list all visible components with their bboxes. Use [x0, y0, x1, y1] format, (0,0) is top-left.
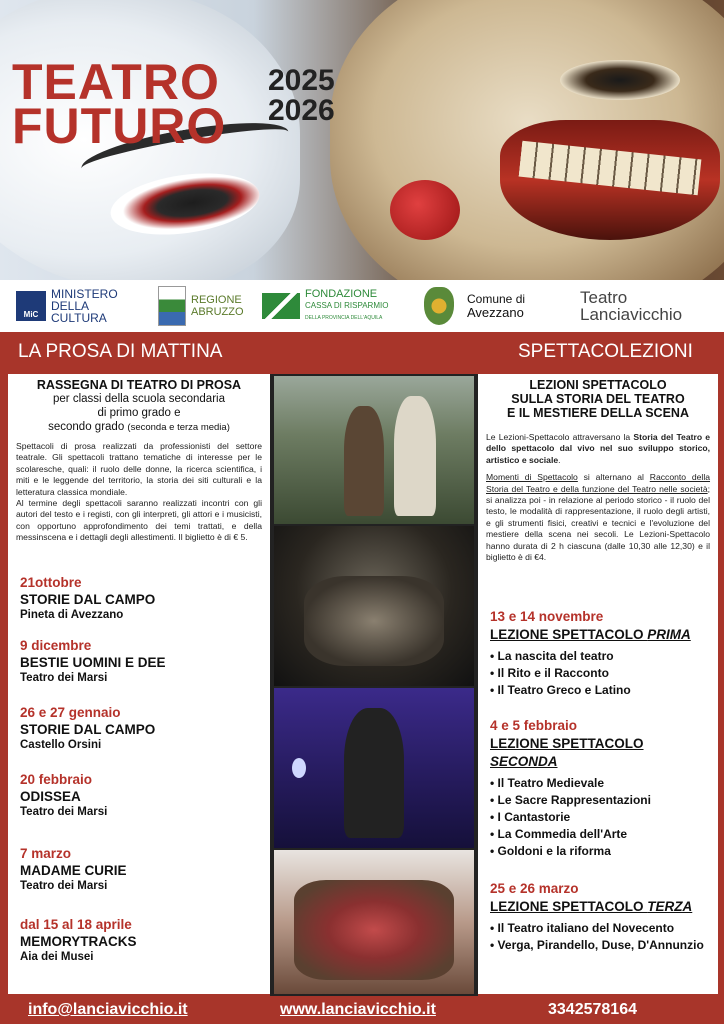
lezione-topic: • Verga, Pirandello, Duse, D'Annunzio [490, 937, 704, 954]
event-item [20, 771, 107, 820]
title-ordinal: TERZA [647, 899, 693, 914]
lezione-date: 13 e 14 novembre [490, 609, 604, 624]
logo-text: Teatro [580, 288, 628, 307]
text-underline: Momenti di Spettacolo [486, 472, 578, 483]
lezione-title: LEZIONE SPETTACOLO [490, 736, 644, 751]
lezione-topic: • Il Teatro Medievale [490, 775, 651, 792]
mic-icon [16, 291, 46, 321]
text-span: ; si analizza poi - in relazione al periodo storico - il ruolo del testo, le modalità di rappresentazione, il ruolo degli artisti, e gli strumenti fisici, creativi e tecnici e l'evoluzione del mestiere della scena nei secoli. Le Lezioni-Spettacolo hanno durata di 2 h ciascuna (dalle 10,30 alle 12,30) e il biglietto è di €4. [486, 483, 710, 563]
lezioni-description [478, 432, 718, 466]
event-title: BESTIE UOMINI E DEE [20, 655, 166, 670]
event-title: STORIE DAL CAMPO [20, 722, 156, 737]
subtitle-text: secondo grado [48, 421, 125, 433]
logo-teatro-lanciavicchio [580, 286, 682, 326]
lezione-title [490, 626, 691, 644]
title-line-2: FUTURO [12, 98, 227, 154]
event-item [20, 916, 137, 965]
footer-email[interactable] [28, 996, 188, 1024]
prosa-panel [8, 374, 270, 994]
logo-text: CULTURA [51, 311, 107, 325]
logo-comune-avezzano [424, 286, 525, 326]
event-item [20, 704, 155, 753]
poster-title [12, 54, 227, 154]
lezione-topic: • La nascita del teatro [490, 648, 691, 665]
mask-nose [390, 180, 460, 240]
lezioni-heading: LEZIONI SPETTACOLO [529, 378, 667, 392]
lezione-title [490, 898, 704, 916]
title-line-1: TEATRO [12, 54, 220, 110]
logo-text: MINISTERO [51, 287, 118, 301]
photo-group-scene [274, 526, 474, 686]
footer-website[interactable] [280, 996, 436, 1024]
event-place: Aia dei Musei [20, 951, 94, 963]
event-place: Teatro dei Marsi [20, 672, 108, 684]
event-place: Castello Orsini [20, 739, 102, 751]
logo-text: DELLA PROVINCIA DELL'AQUILA [305, 315, 383, 321]
title-text: LEZIONE SPETTACOLO [490, 899, 648, 914]
lezioni-heading: E IL MESTIERE DELLA SCENA [507, 406, 689, 420]
event-place: Teatro dei Marsi [20, 880, 108, 892]
event-date: 9 dicembre [20, 638, 92, 653]
prosa-description-2: Al termine degli spettacoli saranno realizzati incontri con gli autori del testo e i registi, con gli interpreti, gli attori e i musicisti, con opportuno approfondimento dei temi trattati, e della messinscena e i dettagli degli allestimenti. Il biglietto è di € 5. [16, 498, 262, 543]
text-span: Le Lezioni-Spettacolo attraversano la [486, 432, 634, 442]
event-date: dal 15 al 18 aprile [20, 917, 132, 932]
text-span: si alternano al [577, 472, 650, 483]
lezione-date: 4 e 5 febbraio [490, 718, 578, 733]
year-end: 2026 [268, 94, 335, 127]
photo-scientist-scene [274, 688, 474, 848]
title-ordinal: PRIMA [647, 627, 691, 642]
actors-group [294, 880, 454, 980]
footer-phone[interactable]: 3342578164 [548, 1001, 637, 1018]
prosa-subtitle: per classi della scuola secondaria [53, 393, 225, 405]
website-link[interactable]: www.lanciavicchio.it [280, 1001, 436, 1018]
title-ordinal: SECONDA [490, 754, 558, 769]
lezione-date: 25 e 26 marzo [490, 881, 579, 896]
lezione-block [490, 608, 691, 699]
lezione-block [490, 717, 651, 860]
lezione-topic: • Il Rito e il Racconto [490, 665, 691, 682]
regione-shield-icon [158, 286, 186, 326]
lezione-topic: • Le Sacre Rappresentazioni [490, 792, 651, 809]
lezione-topic: • Goldoni e la riforma [490, 843, 651, 860]
actor-figure [344, 708, 404, 838]
event-title: MADAME CURIE [20, 863, 127, 878]
event-item [20, 637, 166, 686]
lezioni-heading: SULLA STORIA DEL TEATRO [511, 392, 685, 406]
event-item [20, 574, 155, 623]
photo-carnival-scene [274, 850, 474, 994]
logo-text: FONDAZIONE [305, 288, 378, 300]
logo-text: ABRUZZO [191, 306, 244, 318]
logo-ministero-cultura [16, 286, 118, 326]
subtitle-note: (seconda e terza media) [127, 422, 230, 433]
fondazione-icon [262, 293, 300, 319]
event-title: ODISSEA [20, 789, 81, 804]
text-underline: Racconto della Storia del Teatro e della funzione del Teatro nelle società [486, 472, 711, 494]
event-item [20, 845, 127, 894]
sponsor-logos [0, 280, 724, 332]
spettacolezioni-panel [478, 374, 718, 994]
event-date: 26 e 27 gennaio [20, 705, 121, 720]
logo-fondazione [262, 286, 388, 326]
left-section-title: LA PROSA DI MATTINA [18, 341, 223, 362]
mic-mark: MiC [23, 310, 39, 319]
lezione-title-ordinal [490, 753, 651, 771]
year-start: 2025 [268, 64, 335, 97]
lezione-topic: • Il Teatro Greco e Latino [490, 682, 691, 699]
text-bold: Storia del Teatro e dello spettacolo dal vivo nel suo sviluppo storico, artistico e sociale [486, 432, 711, 465]
event-place: Teatro dei Marsi [20, 806, 108, 818]
event-date: 7 marzo [20, 846, 72, 861]
performance-photos [270, 374, 478, 996]
logo-text: DELLA [51, 299, 90, 313]
actors-group [304, 576, 444, 666]
event-title: MEMORYTRACKS [20, 934, 137, 949]
actor-figure [344, 406, 384, 516]
prosa-heading: RASSEGNA DI TEATRO DI PROSA [36, 378, 242, 392]
prosa-description: Spettacoli di prosa realizzati da professionisti del settore teatrale. Gli spettacoli trattano tematiche di interesse per le scolaresche, quali: il ruolo delle donne, la ricerca scientifica, i miti e le leggende del territorio, la storia dei siti culturali e la letteratura classica mondiale. [16, 441, 262, 497]
actor-figure [394, 396, 436, 516]
logo-text: Comune di [467, 292, 526, 306]
title-text: LEZIONE SPETTACOLO [490, 627, 648, 642]
lezione-topic: • Il Teatro italiano del Novecento [490, 920, 704, 937]
email-link[interactable]: info@lanciavicchio.it [28, 1001, 188, 1018]
event-title: STORIE DAL CAMPO [20, 592, 156, 607]
text-span: . [558, 454, 561, 465]
lezione-topic: • La Commedia dell'Arte [490, 826, 651, 843]
lezioni-description-2 [478, 472, 718, 563]
prosa-subtitle [8, 420, 270, 435]
event-date: 20 febbraio [20, 772, 93, 787]
logo-text: REGIONE [191, 294, 242, 306]
hero-image [0, 0, 724, 280]
photo-forest-scene [274, 376, 474, 524]
lezione-block [490, 880, 704, 954]
comune-crest-icon [424, 287, 454, 325]
lezione-topic: • I Cantastorie [490, 809, 651, 826]
prosa-subtitle: di primo grado e [97, 407, 181, 419]
event-date: 21ottobre [20, 575, 82, 590]
logo-regione-abruzzo [158, 286, 244, 326]
right-section-title: SPETTACOLEZIONI [518, 341, 693, 362]
mask-eye-right [560, 60, 680, 100]
logo-text: Lanciavicchio [580, 305, 683, 324]
logo-text: CASSA DI RISPARMIO [305, 301, 389, 310]
event-place: Pineta di Avezzano [20, 609, 124, 621]
season-years [268, 66, 335, 126]
logo-text: Avezzano [467, 305, 524, 320]
flask-shape [292, 758, 306, 778]
